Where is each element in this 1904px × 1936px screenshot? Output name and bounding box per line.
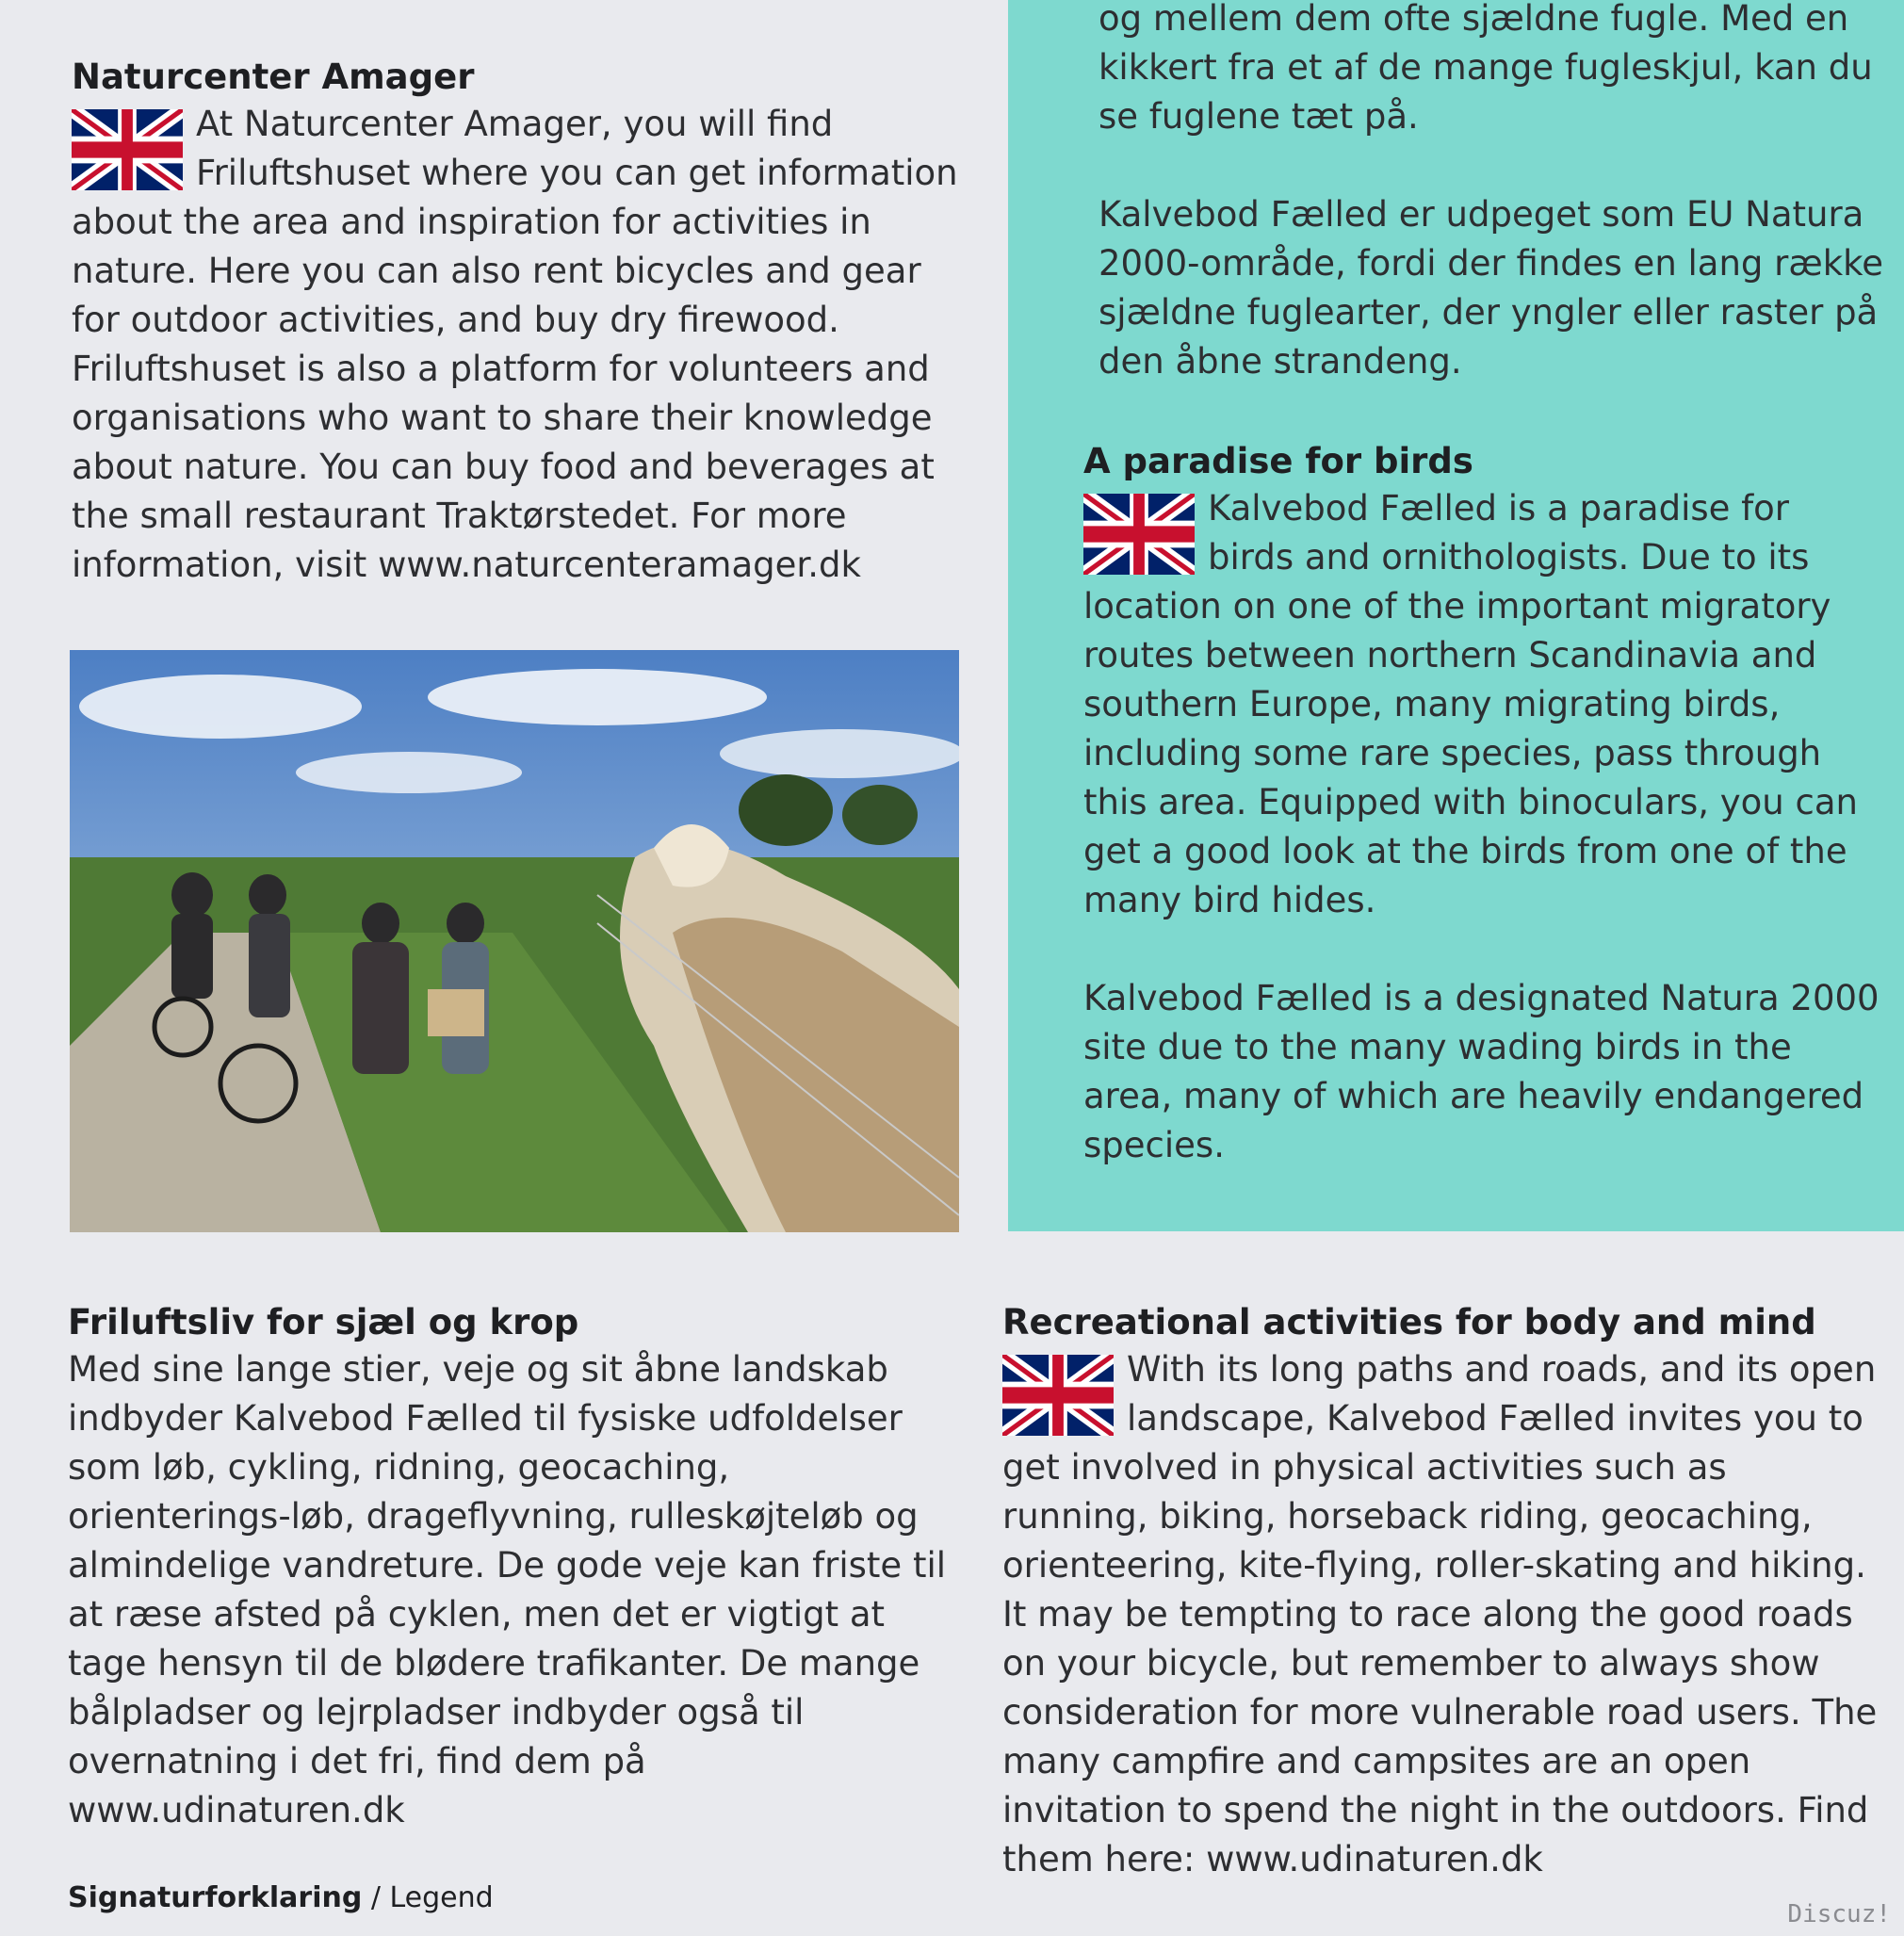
watermark: Discuz! bbox=[1787, 1900, 1891, 1928]
paradise-text-2: Kalvebod Fælled is a designated Natura 2000 site due to the many wading birds in the area, many of which are heavily endangered species. bbox=[1083, 978, 1880, 1165]
naturcenter-section bbox=[72, 55, 976, 590]
paradise-text: Kalvebod Fælled is a paradise for birds and ornithologists. Due to its location on one of the important migratory routes between northern Scandinavia and southern Europe, many migrating birds, including some rare species, pass through this area. Equipped with binoculars, you can get a good look at the birds from one of the many bird hides. bbox=[1083, 488, 1858, 920]
paradise-heading: A paradise for birds bbox=[1083, 441, 1473, 481]
cyclists-and-horses-photo bbox=[70, 650, 959, 1232]
recreational-heading: Recreational activities for body and mind bbox=[1002, 1302, 1816, 1342]
naturcenter-text: At Naturcenter Amager, you will find Friluftshuset where you can get information about the area and inspiration for activities in nature. Here you can also rent bicycles and gear for outdoor activities, and buy dry firewood. Friluftshuset is also a platform for volunteers and organisations who want to share their knowledge about nature. You can buy food and beverages at the small restaurant Traktørstedet. For more information, visit www.naturcenteramager.dk bbox=[72, 104, 958, 585]
teal-danish-text-1: og mellem dem ofte sjældne fugle. Med en kikkert fra et af de mange fugleskjul, kan du se fuglene tæt på. bbox=[1098, 0, 1873, 137]
legend-label bbox=[68, 1881, 494, 1914]
uk-flag-icon bbox=[1083, 494, 1195, 575]
legend-rest: / Legend bbox=[362, 1881, 494, 1914]
friluftsliv-heading: Friluftsliv for sjæl og krop bbox=[68, 1302, 579, 1342]
recreational-section bbox=[1002, 1300, 1879, 1884]
friluftsliv-section bbox=[68, 1300, 953, 1835]
teal-danish-section bbox=[1098, 0, 1890, 386]
paradise-section bbox=[1083, 439, 1884, 1170]
legend-bold: Signaturforklaring bbox=[68, 1881, 363, 1914]
teal-danish-text-2: Kalvebod Fælled er udpeget som EU Natura 2000-område, fordi der findes en lang række sjældne fuglearter, der yngler eller raster på den åbne strandeng. bbox=[1098, 194, 1884, 382]
naturcenter-heading: Naturcenter Amager bbox=[72, 57, 475, 97]
friluftsliv-text: Med sine lange stier, veje og sit åbne landskab indbyder Kalvebod Fælled til fysiske udfoldelser som løb, cykling, ridning, geocaching, orienterings-løb, drageflyvning, rulleskøjteløb og almindelige vandreture. De gode veje kan friste til at ræse afsted på cyklen, men det er vigtigt at tage hensyn til de blødere trafikanter. De mange bålpladser og lejrpladser indbyder også til overnatning i det fri, find dem på www.udinaturen.dk bbox=[68, 1349, 947, 1830]
uk-flag-icon bbox=[72, 109, 183, 190]
recreational-text: With its long paths and roads, and its open landscape, Kalvebod Fælled invites you to get involved in physical activities such as running, biking, horseback riding, geocaching, orienteering, kite-flying, roller-skating and hiking. It may be tempting to race along the good roads on your bicycle, but remember to always show consideration for more vulnerable road users. The many campfire and campsites are an open invitation to spend the night in the outdoors. Find them here: www.udinaturen.dk bbox=[1002, 1349, 1878, 1879]
uk-flag-icon bbox=[1002, 1355, 1114, 1436]
